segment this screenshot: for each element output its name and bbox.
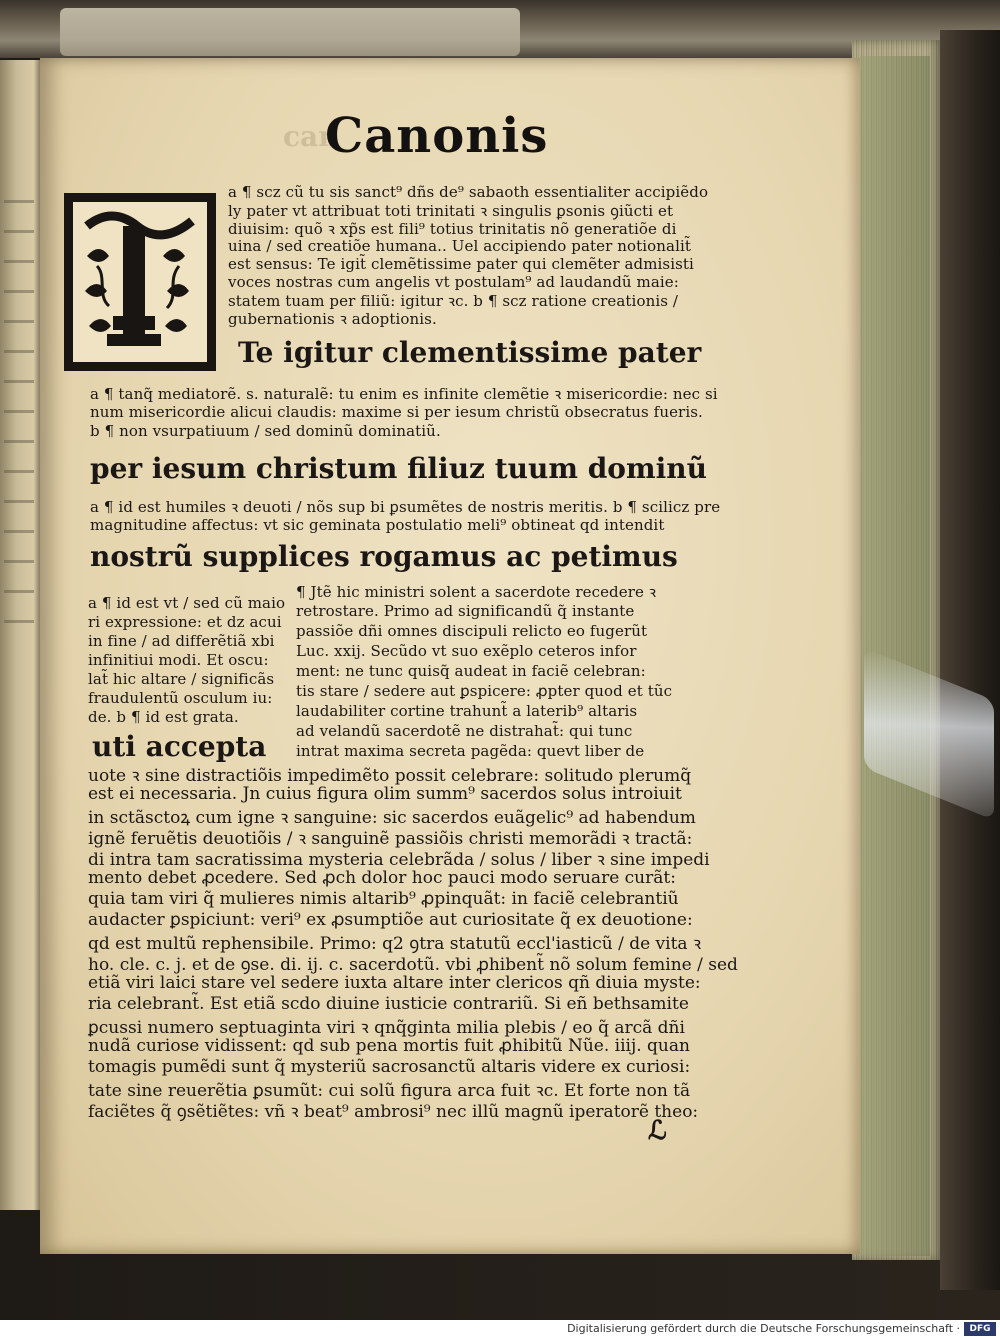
gloss-top-line: gubernationis ꝛ adoptionis. bbox=[228, 310, 437, 328]
commentary-line: di intra tam sacratissima mysteria celebrãda / solus / liber ꝛ sine impedi bbox=[88, 850, 710, 870]
decorated-initial-block bbox=[64, 193, 216, 371]
gloss-left-line: fraudulentũ osculum iu: bbox=[88, 689, 273, 707]
commentary-line: quia tam viri q̃ mulieres nimis altarib⁹ ꝓpinquãt: in faciẽ celebrantiũ bbox=[88, 889, 679, 909]
gloss-left-line: a ¶ id est vt / sed cũ maio bbox=[88, 594, 286, 612]
binding-tape bbox=[60, 8, 520, 56]
gloss-right-line: tis stare / sedere aut ꝑspicere: ꝓpter quod et tũc bbox=[296, 682, 673, 700]
commentary-line: etiã viri laici stare vel sedere iuxta altare inter clericos qñ diuia myste: bbox=[88, 973, 701, 993]
catchword: ℒ bbox=[648, 1116, 667, 1146]
commentary-line: in sctãsctoꝝ cum igne ꝛ sanguine: sic sacerdos euãgelic⁹ ad habendum bbox=[88, 808, 696, 828]
funding-credit: Digitalisierung gefördert durch die Deutsche Forschungsgemeinschaft · bbox=[567, 1322, 960, 1335]
canon-text-line: nostrũ supplices rogamus ac petimus bbox=[90, 540, 678, 573]
svg-text:T: T bbox=[127, 286, 128, 287]
gloss-right-line: retrostare. Primo ad significandũ q̃ instante bbox=[296, 602, 635, 620]
commentary-line: tomagis pumẽdi sunt q̃ mysteriũ sacrosanctũ altaris videre ex curiosi: bbox=[88, 1057, 691, 1077]
left-facing-page-edge bbox=[0, 60, 42, 1210]
gloss-top-line: statem tuam per filiũ: igitur ꝛc. b ¶ scz ratione creationis / bbox=[228, 292, 679, 310]
commentary-line: qd est multũ rephensibile. Primo: q2 ꝯtra statutũ eccl'iasticũ / de vita ꝛ bbox=[88, 934, 702, 954]
commentary-line: ho. cle. c. j. et de ꝯse. di. ij. c. sacerdotũ. vbi ꝓhibent̃ nõ solum femine / sed bbox=[88, 955, 738, 975]
gloss-top-line: diuisim: quõ ꝛ xp̃s est fili⁹ totius trinitatis nõ generatiõe di bbox=[228, 220, 677, 238]
canon-text-line: Te igitur clementissime pater bbox=[238, 336, 702, 369]
gloss-right-line: ad velandũ sacerdotẽ ne distrahat̃: qui tunc bbox=[296, 722, 633, 740]
canon-text-line: per iesum christum filiuz tuum dominũ bbox=[90, 452, 707, 485]
commentary-line: ignẽ feruẽtis deuotiõis / ꝛ sanguinẽ passiõis christi memorãdi ꝛ tractã: bbox=[88, 829, 693, 849]
gloss-top-line: voces nostras cum angelis vt postulam⁹ ad laudandũ maie: bbox=[228, 273, 679, 291]
gloss-top-line: uina / sed creatiõe humana.. Uel accipiendo pater notionalit̃ bbox=[228, 237, 692, 255]
gloss-right-line: intrat maxima secreta pagẽda: quevt liber de bbox=[296, 742, 645, 760]
commentary-line: nudã curiose vidissent: qd sub pena mortis fuit ꝓhibitũ Nũe. iiij. quan bbox=[88, 1036, 690, 1056]
page-heading: Canonis bbox=[325, 108, 549, 164]
gloss-line: a ¶ id est humiles ꝛ deuoti / nõs sup bi ꝑsumẽtes de nostris meritis. b ¶ scilicz pre bbox=[90, 498, 721, 516]
gloss-right-line: Luc. xxij. Secũdo vt suo exẽplo ceteros infor bbox=[296, 642, 637, 660]
gloss-top-line: est sensus: Te igit̃ clemẽtissime pater qui clemẽter admisisti bbox=[228, 255, 694, 273]
gloss-left-line: lat̃ hic altare / significãs bbox=[88, 670, 275, 688]
book-cover-right bbox=[940, 30, 1000, 1290]
gloss-line: num misericordie alicui claudis: maxime si per iesum christũ obsecratus fueris. bbox=[90, 403, 703, 421]
gloss-top-line: a ¶ scz cũ tu sis sanct⁹ dñs de⁹ sabaoth essentialiter accipiẽdo bbox=[228, 183, 709, 201]
gloss-right-line: ment: ne tunc quisq̃ audeat in faciẽ celebran: bbox=[296, 662, 646, 680]
commentary-line: ria celebrant̃. Est etiã scdo diuine iusticie contrariũ. Si eñ bethsamite bbox=[88, 994, 689, 1014]
gloss-left-line: infinitiui modi. Et oscu: bbox=[88, 651, 269, 669]
show-through-text: can bbox=[283, 120, 339, 153]
gloss-right-line: ¶ Jtẽ hic ministri solent a sacerdote recedere ꝛ bbox=[296, 583, 657, 601]
gloss-left-line: ri expressione: et dz acui bbox=[88, 613, 282, 631]
gloss-left-line: de. b ¶ id est grata. bbox=[88, 708, 239, 726]
gloss-line: a ¶ tanq̃ mediatorẽ. s. naturalẽ: tu enim es infinite clemẽtie ꝛ misericordie: nec si bbox=[90, 385, 718, 403]
dfg-logo-icon: DFG bbox=[964, 1322, 996, 1336]
digitization-footer bbox=[0, 1320, 1000, 1338]
commentary-line: mento debet ꝓcedere. Sed ꝓch dolor hoc pauci modo seruare curãt: bbox=[88, 868, 676, 888]
gloss-right-line: laudabiliter cortine trahunt̃ a laterib⁹ altaris bbox=[296, 702, 638, 720]
gloss-left-line: in fine / ad differẽtiã xbi bbox=[88, 632, 275, 650]
commentary-line: ꝑcussi numero septuaginta viri ꝛ qnq̃ginta milia plebis / eo q̃ arcã dñi bbox=[88, 1018, 685, 1038]
foliage-initial-icon bbox=[67, 196, 213, 368]
commentary-line: faciẽtes q̃ ꝯsẽtiẽtes: vñ ꝛ beat⁹ ambrosi⁹ nec illũ magnũ iperatorẽ theo: bbox=[88, 1102, 699, 1122]
commentary-line: audacter ꝑspiciunt: veri⁹ ex ꝓsumptiõe aut curiositate q̃ ex deuotione: bbox=[88, 910, 693, 930]
commentary-line: tate sine reuerẽtia ꝑsumũt: cui solũ figura arca fuit ꝛc. Et forte non tã bbox=[88, 1081, 691, 1101]
gloss-line: magnitudine affectus: vt sic geminata postulatio meli⁹ obtineat qd intendit bbox=[90, 516, 665, 534]
commentary-line: est ei necessaria. Jn cuius figura olim summ⁹ sacerdos solus introiuit bbox=[88, 784, 682, 804]
commentary-line: uote ꝛ sine distractiõis impedimẽto possit celebrare: solitudo plerumq̃ bbox=[88, 766, 692, 786]
book-binding-top bbox=[0, 0, 1000, 58]
gloss-line: b ¶ non vsurpatiuum / sed dominũ dominatiũ. bbox=[90, 422, 441, 440]
gloss-right-line: passiõe dñi omnes discipuli relicto eo fugerũt bbox=[296, 622, 648, 640]
canon-text-line: uti accepta bbox=[92, 730, 267, 763]
gloss-top-line: ly pater vt attribuat toti trinitati ꝛ singulis ꝑsonis ꝯiũcti et bbox=[228, 202, 674, 220]
